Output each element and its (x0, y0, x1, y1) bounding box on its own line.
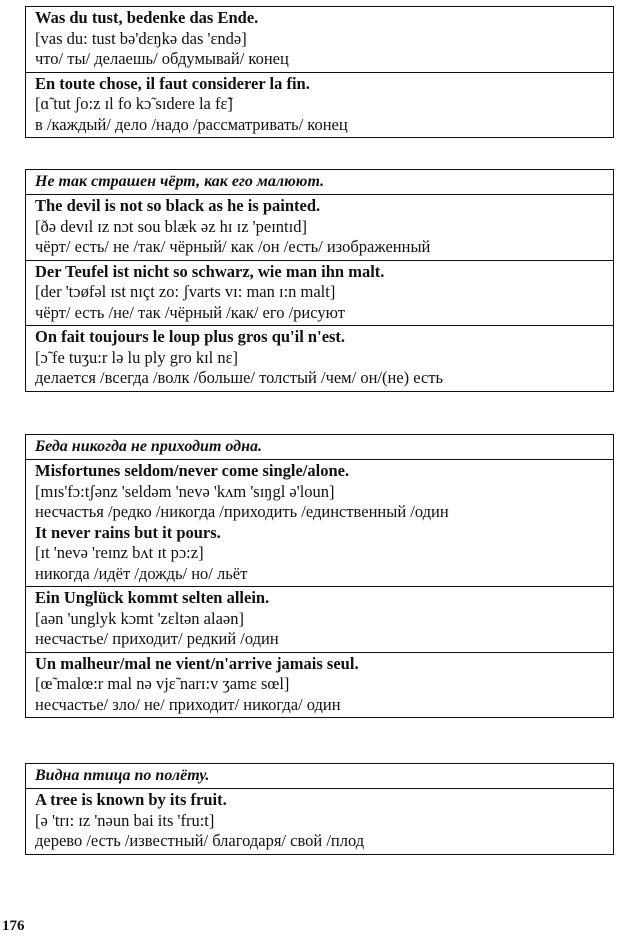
phrase: Was du tust, bedenke das Ende. (35, 8, 259, 27)
phrase: On fait toujours le loup plus gros qu'il n'est. (35, 327, 346, 346)
proverb-block-3 (25, 434, 614, 718)
proverb-block-4 (25, 763, 614, 855)
translation: чёрт/ есть/ не /так/ чёрный/ как /он /есть/ изображенный (35, 237, 431, 256)
entry-german (26, 260, 613, 326)
entry-english (26, 194, 613, 260)
proverb-block-2 (25, 169, 614, 392)
transcription: [ðə devɪl ɪz nɔt sou blæk əz hɪ ɪz 'peɪntɪd] (35, 216, 307, 236)
phrase: Un malheur/mal ne vient/n'arrive jamais seul. (35, 653, 359, 673)
russian-proverb-header: Беда никогда не приходит одна. (35, 438, 262, 455)
transcription: [mɪs'fɔ:tʃənz 'seldəm 'nevə 'kʌm 'sɪŋgl ə'loun] (35, 481, 335, 501)
transcription: [ɔ̃ fe tuʒu:r lə lu ply gro kɪl nɛ] (35, 347, 239, 367)
transcription: [ə 'trɪ: ɪz 'nəun bai its 'fru:t] (35, 810, 215, 830)
entry-english (26, 788, 613, 854)
page-number: 176 (2, 918, 25, 934)
transcription: [ɑ̃ tut ʃo:z ɪl fo kɔ̃ sɪdere la fɛ̃] (35, 94, 233, 113)
transcription: [der 'tɔøfəl ɪst nɪçt zo: ʃvarts vɪ: man ɪ:n malt] (35, 282, 336, 301)
phrase: En toute chose, il faut considerer la fin. (35, 73, 310, 93)
transcription-alt: [ɪt 'nevə 'reɪnz bʌt ɪt pɔ:z] (35, 543, 204, 562)
entry-german (26, 7, 613, 72)
phrase: Misfortunes seldom/never come single/alone. (35, 461, 350, 480)
translation: чёрт/ есть /не/ так /чёрный /как/ его /рисуют (35, 302, 345, 322)
phrase: The devil is not so black as he is painted. (35, 196, 321, 215)
translation: делается /всегда /волк /больше/ толстый /чем/ он/(не) есть (35, 368, 444, 387)
transcription: [vas du: tust bə'dɛŋkə das 'ɛndə] (35, 28, 247, 48)
russian-proverb-header: Не так страшен чёрт, как его малюют. (35, 173, 325, 190)
phrase: Der Teufel ist nicht so schwarz, wie man ihn malt. (35, 261, 385, 281)
translation: дерево /есть /известный/ благодаря/ свой /плод (35, 831, 365, 850)
translation-alt: никогда /идёт /дождь/ но/ льёт (35, 563, 248, 583)
transcription: [aən 'unglyk kɔmt 'zɛltən alaən] (35, 608, 244, 628)
translation: несчастья /редко /никогда /приходить /единственный /один (35, 502, 449, 521)
entry-french (26, 652, 613, 718)
translation: в /каждый/ дело /надо /рассматривать/ конец (35, 114, 348, 134)
entry-french (26, 325, 613, 391)
translation: что/ ты/ делаешь/ обдумывай/ конец (35, 49, 289, 68)
entry-german (26, 586, 613, 652)
translation: несчастье/ приходит/ редкий /один (35, 629, 279, 648)
translation: несчастье/ зло/ не/ приходит/ никогда/ один (35, 694, 341, 714)
entry-english (26, 459, 613, 586)
phrase: A tree is known by its fruit. (35, 790, 227, 809)
proverb-block-1 (25, 6, 614, 138)
transcription: [œ̃ malœ:r mal nə vjɛ̃ narɪ:v ʒamɛ sœl] (35, 674, 290, 693)
entry-french (26, 72, 613, 138)
russian-proverb-header: Видна птица по полёту. (35, 767, 210, 784)
phrase: Ein Unglück kommt selten allein. (35, 588, 270, 607)
phrase-alt: It never rains but it pours. (35, 522, 221, 542)
